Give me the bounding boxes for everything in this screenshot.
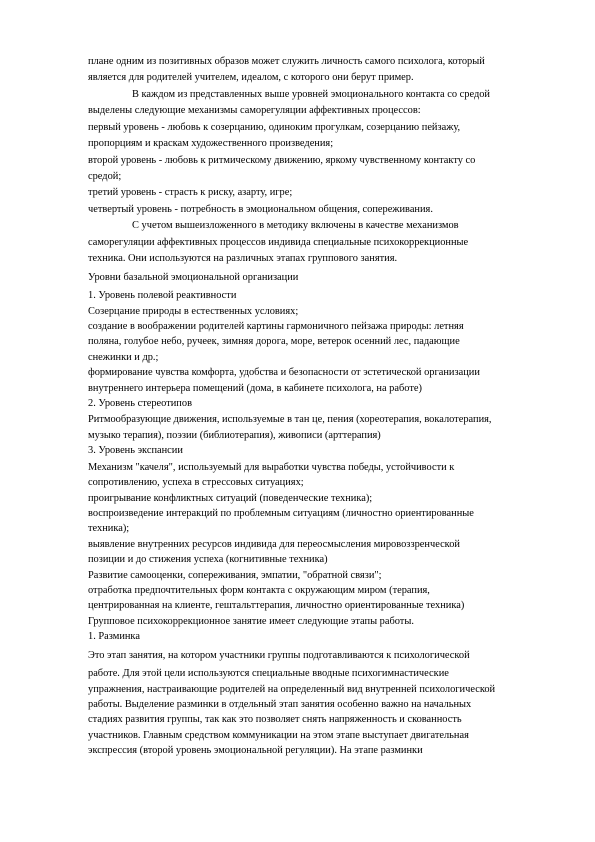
text-line: С учетом вышеизложенного в методику включены в качестве механизмов bbox=[132, 220, 459, 231]
text-line: центрированная на клиенте, гештальттерапия, личностно ориентированные техника) bbox=[88, 600, 465, 611]
text-line: Созерцание природы в естественных условиях; bbox=[88, 306, 299, 317]
list-heading: 3. Уровень экспансии bbox=[88, 445, 183, 456]
text-line: работы. Выделение разминки в отдельный этап занятия особенно важно на начальных bbox=[88, 699, 472, 710]
text-line: воспроизведение интеракций по проблемным ситуациям (личностно ориентированные bbox=[88, 508, 474, 519]
text-line: Механизм "качеля", используемый для выработки чувства победы, устойчивости к bbox=[88, 462, 455, 473]
text-line: В каждом из представленных выше уровней эмоционального контакта со средой bbox=[132, 89, 490, 100]
text-line: позиции и до стижения успеха (когнитивные техника) bbox=[88, 554, 328, 565]
text-line: выявление внутренних ресурсов индивида для переосмысления мировоззренческой bbox=[88, 539, 460, 550]
text-line: внутреннего интерьера помещений (дома, в кабинете психолога, на работе) bbox=[88, 383, 422, 394]
text-line: выделены следующие механизмы саморегуляции аффективных процессов: bbox=[88, 105, 421, 116]
text-line: упражнения, настраивающие родителей на определенный вид внутренней психологической bbox=[88, 684, 496, 695]
text-line: техника. Они используются на различных этапах группового занятия. bbox=[88, 253, 398, 264]
text-line: второй уровень - любовь к ритмическому движению, яркому чувственному контакту со bbox=[88, 155, 476, 166]
text-line: отработка предпочтительных форм контакта с окружающим миром (терапия, bbox=[88, 585, 430, 596]
text-line: плане одним из позитивных образов может служить личность самого психолога, который bbox=[88, 56, 485, 67]
text-line: является для родителей учителем, идеалом, с которого они берут пример. bbox=[88, 72, 414, 83]
text-line: формирование чувства комфорта, удобства и безопасности от эстетической организации bbox=[88, 367, 480, 378]
text-line: создание в воображении родителей картины гармоничного пейзажа природы: летняя bbox=[88, 321, 464, 332]
section-heading: Уровни базальной эмоциональной организации bbox=[88, 272, 299, 283]
text-line: снежинки и др.; bbox=[88, 352, 159, 363]
text-line: экспрессия (второй уровень эмоциональной регуляции). На этапе разминки bbox=[88, 745, 423, 756]
text-line: саморегуляции аффективных процессов индивида специальные психокоррекционные bbox=[88, 237, 469, 248]
text-line: третий уровень - страсть к риску, азарту, игре; bbox=[88, 187, 293, 198]
text-line: средой; bbox=[88, 171, 122, 182]
list-heading: 2. Уровень стереотипов bbox=[88, 398, 192, 409]
text-line: Развитие самооценки, сопереживания, эмпатии, "обратной связи"; bbox=[88, 570, 382, 581]
list-heading: 1. Уровень полевой реактивности bbox=[88, 290, 237, 301]
text-line: участников. Главным средством коммуникации на этом этапе выступает двигательная bbox=[88, 730, 469, 741]
text-line: стадиях развития группы, так как это позволяет снять напряженность и скованность bbox=[88, 714, 462, 725]
text-line: поляна, голубое небо, ручеек, зимняя дорога, море, ветерок осенний лес, падающие bbox=[88, 336, 460, 347]
text-line: работе. Для этой цели используются специальные вводные психогимнастические bbox=[88, 668, 449, 679]
text-line: проигрывание конфликтных ситуаций (поведенческие техника); bbox=[88, 493, 373, 504]
text-line: сопротивлению, успеха в стрессовых ситуациях; bbox=[88, 477, 304, 488]
text-line: Ритмообразующие движения, используемые в тан це, пения (хореотерапия, вокалотерапия, bbox=[88, 414, 492, 425]
text-line: первый уровень - любовь к созерцанию, одиноким прогулкам, созерцанию пейзажу, bbox=[88, 122, 461, 133]
text-line: техника); bbox=[88, 523, 130, 534]
text-line: Групповое психокоррекционное занятие имеет следующие этапы работы. bbox=[88, 616, 414, 627]
list-heading: 1. Разминка bbox=[88, 631, 140, 642]
text-line: пропорциям и краскам художественного произведения; bbox=[88, 138, 334, 149]
text-line: Это этап занятия, на котором участники группы подготавливаются к психологической bbox=[88, 650, 470, 661]
text-line: четвертый уровень - потребность в эмоциональном общения, сопереживания. bbox=[88, 204, 433, 215]
text-line: музыко терапия), поэзии (библиотерапия), живописи (арттерапия) bbox=[88, 430, 381, 441]
